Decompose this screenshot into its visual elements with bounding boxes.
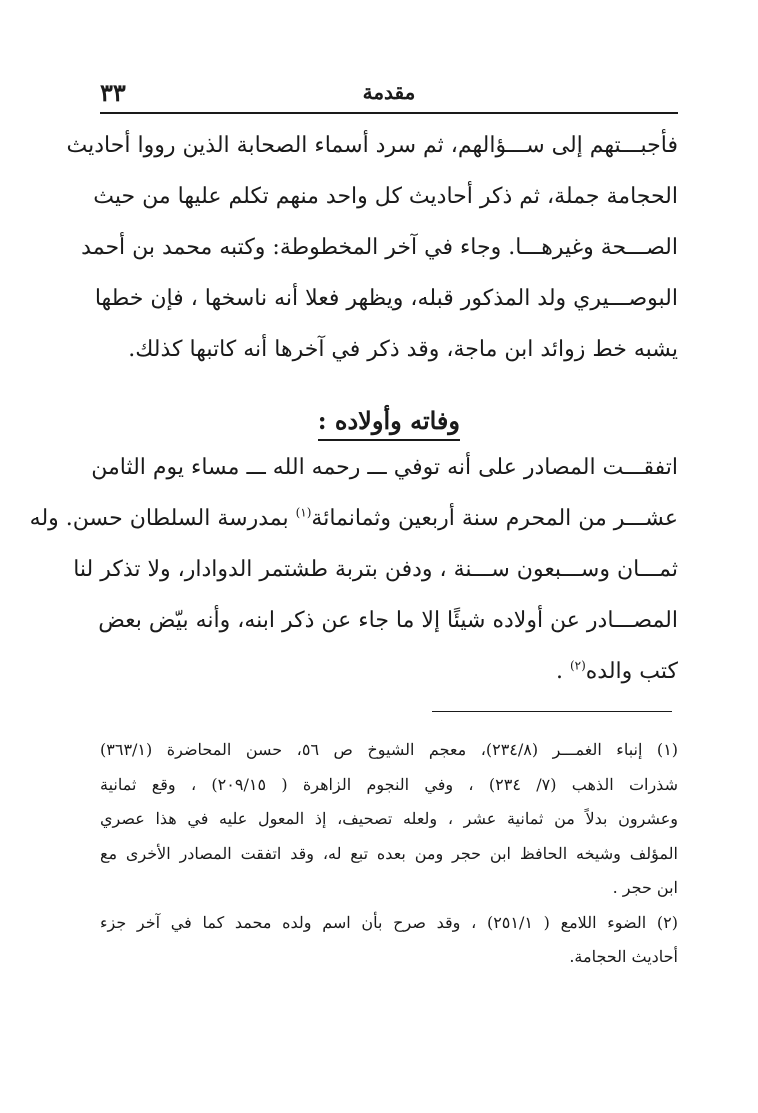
footnote-marker-2: (٢) — [569, 658, 586, 673]
section-heading-text: وفاته وأولاده : — [318, 406, 460, 441]
footnote-line: أحاديث الحجامة. — [569, 947, 678, 966]
text-segment: . — [555, 659, 570, 684]
page-header — [100, 78, 678, 108]
footnote-line: وعشرون بدلاً من ثمانية عشر ، ولعله تصحيف، إذ المعول عليه في هذا عصري — [100, 809, 678, 828]
text-segment: بمدرسة السلطان حسن. وله — [29, 506, 296, 531]
header-rule — [100, 112, 678, 114]
death-paragraph — [29, 442, 678, 697]
text-line: الحجامة جملة، ثم ذكر أحاديث كل واحد منهم تكلم عليها من حيث — [93, 184, 678, 209]
footnote-line: (٢) الضوء اللامع ( ٢٥١/١) ، وقد صرح بأن اسم ولده محمد كما في آخر جزء — [100, 912, 679, 932]
text-line — [29, 493, 678, 544]
page-number: ٣٣ — [100, 78, 126, 107]
text-line: فأجبـــتهم إلى ســـؤالهم، ثم سرد أسماء الصحابة الذين رووا أحاديث — [66, 133, 678, 158]
text-segment: كتب والده — [585, 659, 678, 684]
footnote-separator — [432, 711, 672, 712]
text-line: الصـــحة وغيرهـــا. وجاء في آخر المخطوطة: وكتبه محمد بن أحمد — [81, 235, 678, 260]
footnote-line: شذرات الذهب (٧/ ٢٣٤) ، وفي النجوم الزاهرة ( ٢٠٩/١٥) ، وقع ثمانية — [100, 774, 678, 794]
text-line: ثمـــان وســـبعون ســـنة ، ودفن بتربة طشتمر الدوادار، ولا تذكر لنا — [73, 557, 678, 582]
text-line — [100, 646, 678, 697]
footnote-line: (١) إنباء الغمـــر (٢٣٤/٨)، معجم الشيوخ ص ٥٦، حسن المحاضرة (٣٦٣/١) — [100, 740, 679, 759]
text-line: يشبه خط زوائد ابن ماجة، وقد ذكر في آخرها أنه كاتبها كذلك. — [128, 337, 678, 362]
running-title: مقدمة — [362, 80, 416, 104]
text-segment: عشـــر من المحرم سنة أربعين وثمانمائة — [311, 506, 678, 531]
footnote-line: المؤلف وشيخه الحافظ ابن حجر ومن بعده تبع له، وقد اتفقت المصادر الأخرى مع — [100, 843, 678, 863]
section-heading — [100, 406, 678, 441]
footnote-marker-1: (١) — [295, 505, 312, 520]
text-line: المصـــادر عن أولاده شيئًا إلا ما جاء عن ذكر ابنه، وأنه بيّض بعض — [98, 608, 678, 633]
intro-paragraph — [66, 120, 678, 375]
footnotes — [100, 733, 678, 975]
footnote-line: ابن حجر . — [612, 878, 678, 897]
text-line: اتفقـــت المصادر على أنه توفي ـــ رحمه الله ـــ مساء يوم الثامن — [91, 455, 678, 480]
text-line: البوصـــيري ولد المذكور قبله، ويظهر فعلا أنه ناسخها ، فإن خطها — [94, 286, 678, 311]
